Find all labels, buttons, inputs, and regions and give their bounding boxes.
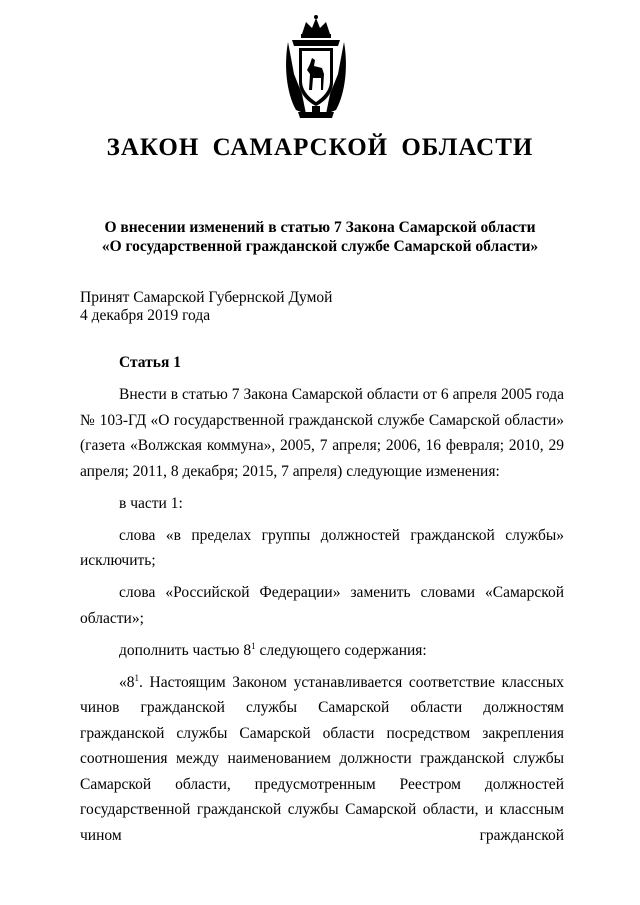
samara-region-coat-of-arms-icon [282,14,350,120]
add-part-prefix: дополнить частью 8 [119,641,252,659]
subject-line-1: О внесении изменений в статью 7 Закона Самарской области [104,219,536,236]
quote-superscript: 1 [134,672,139,683]
law-subject [60,218,580,256]
add-part-paragraph [80,638,564,664]
article-title: Статья 1 [119,354,181,371]
words-replacement-paragraph: слова «Российской Федерации» заменить словами «Самарской области»; [80,584,564,627]
adoption-date: 4 декабря 2019 года [80,307,211,324]
article-body [80,382,564,855]
add-part-superscript: 1 [251,640,256,651]
subject-line-2: «О государственной гражданской службе Самарской области» [101,238,539,255]
words-removal-paragraph: слова «в пределах группы должностей гражданской службы» исключить; [80,526,564,569]
article-intro-paragraph: Внести в статью 7 Закона Самарской области от 6 апреля 2005 года № 103-ГД «О государственной гражданской службе Самарской области» (газета «Волжская коммуна», 2005, 7 апреля; 2006, 16 февраля; 2010, 29 апреля; 2011, 8 декабря; 2015, 7 апреля) следующие изменения: [80,386,564,480]
part-1-paragraph: в части 1: [119,494,183,512]
quote-text: . Настоящим Законом устанавливается соответствие классных чинов гражданской службы Самарской области должностям гражданской службы Самарской области посредством закрепления соотношения между наименованием должности гражданской службы Самарской области, предусмотренным Реестром должностей государственной гражданской службы Самарской области, и классным чином гражданской [80,673,564,844]
quoted-part-paragraph [80,670,564,849]
quote-open: «8 [119,673,135,691]
adoption-info [80,289,480,325]
document-title: ЗАКОН САМАРСКОЙ ОБЛАСТИ [106,134,534,161]
add-part-suffix: следующего содержания: [255,641,427,659]
adoption-body: Принят Самарской Губернской Думой [80,289,333,306]
